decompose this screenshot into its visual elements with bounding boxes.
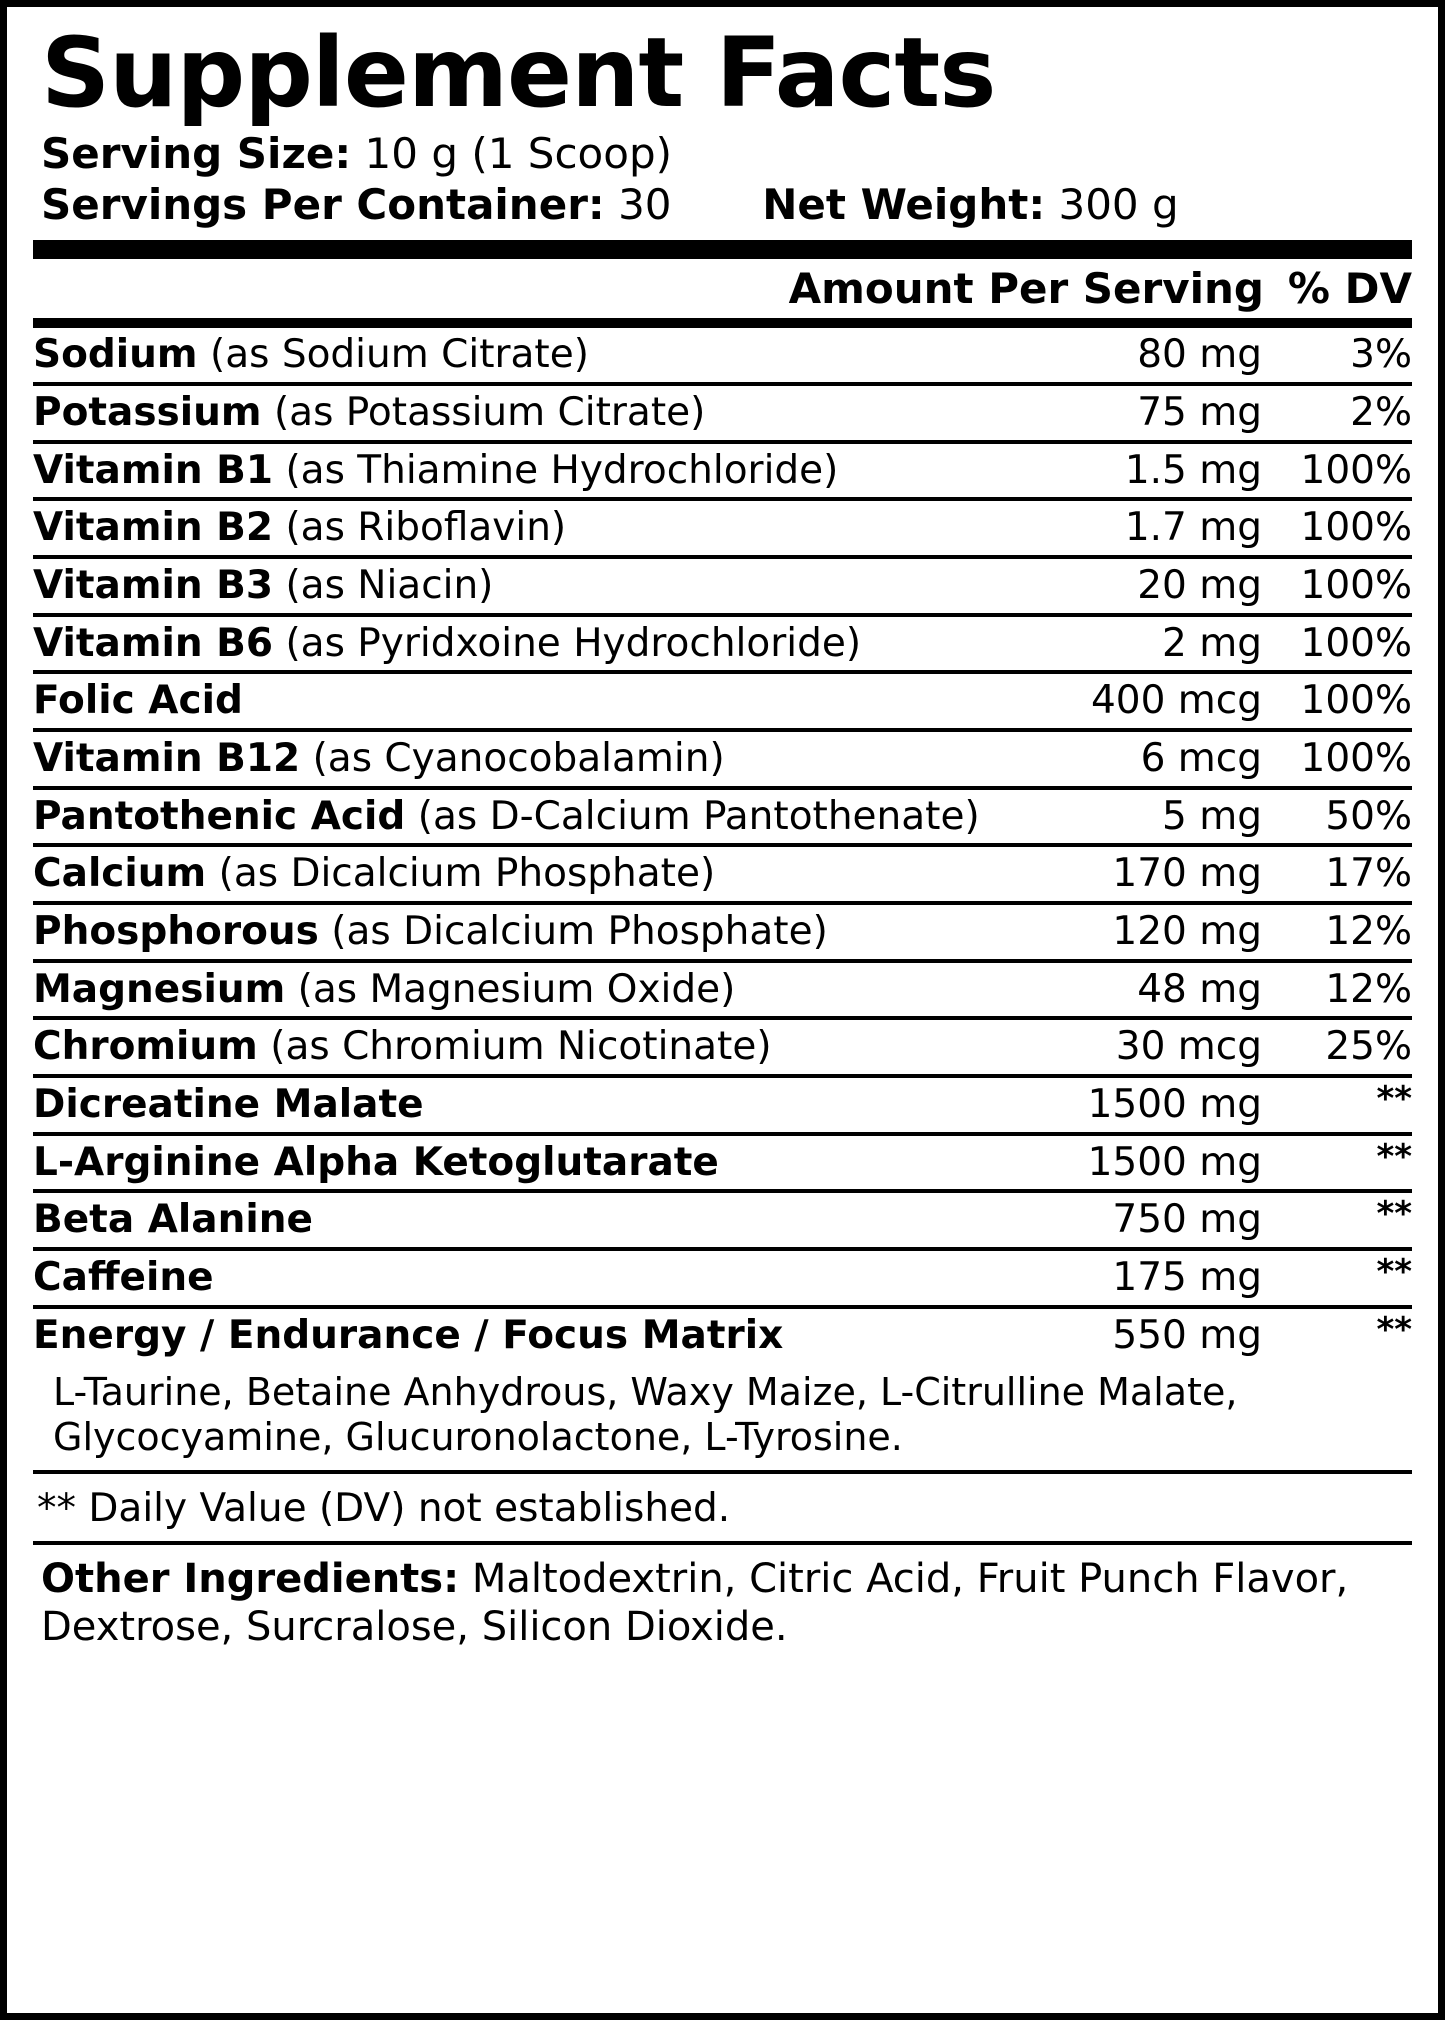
nutrient-name: Folic Acid [33, 678, 243, 724]
divider-medium [33, 318, 1412, 328]
other-ingredients [33, 1545, 1412, 1651]
table-row [33, 384, 1412, 442]
row-amount-cell: 30 mcg [1012, 1018, 1262, 1076]
row-amount-cell: 5 mg [1012, 788, 1262, 846]
row-dv-cell: ** [1262, 1191, 1412, 1249]
row-amount-cell: 6 mcg [1012, 730, 1262, 788]
table-row [33, 1076, 1412, 1134]
row-amount-cell: 75 mg [1012, 384, 1262, 442]
row-name-cell [33, 730, 1012, 788]
nutrient-name: Magnesium [33, 966, 286, 1012]
nutrient-name: Calcium [33, 851, 207, 897]
row-dv-cell: 2% [1262, 384, 1412, 442]
row-name-cell [33, 1134, 1012, 1192]
serving-size-value: 10 g (1 Scoop) [364, 128, 672, 178]
row-dv-cell: 100% [1262, 442, 1412, 500]
row-dv-cell: 12% [1262, 961, 1412, 1019]
row-name-cell [33, 1307, 1012, 1363]
nutrient-table [33, 328, 1412, 1362]
row-name-cell [33, 557, 1012, 615]
table-row [33, 788, 1412, 846]
nutrient-source: (as Niacin) [285, 562, 494, 608]
serving-size-label: Serving Size: [41, 128, 352, 178]
row-name-cell [33, 903, 1012, 961]
nutrient-name: Vitamin B3 [33, 562, 274, 608]
row-dv-cell: 3% [1262, 328, 1412, 384]
row-amount-cell: 1500 mg [1012, 1134, 1262, 1192]
row-amount-cell: 2 mg [1012, 615, 1262, 673]
table-row [33, 1307, 1412, 1363]
nutrient-name: Vitamin B1 [33, 447, 274, 493]
nutrient-name: Potassium [33, 389, 262, 435]
header-amount-per-serving: Amount Per Serving [788, 264, 1264, 314]
nutrient-source: (as Thiamine Hydrochloride) [285, 447, 839, 493]
row-name-cell [33, 442, 1012, 500]
row-amount-cell: 1.7 mg [1012, 499, 1262, 557]
nutrient-name: Phosphorous [33, 908, 319, 954]
table-row [33, 499, 1412, 557]
row-name-cell [33, 615, 1012, 673]
row-name-cell [33, 1191, 1012, 1249]
row-amount-cell: 48 mg [1012, 961, 1262, 1019]
net-weight-label: Net Weight: [762, 180, 1046, 230]
row-name-cell [33, 845, 1012, 903]
nutrient-source: (as Magnesium Oxide) [297, 966, 736, 1012]
row-amount-cell: 175 mg [1012, 1249, 1262, 1307]
table-row [33, 730, 1412, 788]
row-amount-cell: 1.5 mg [1012, 442, 1262, 500]
row-dv-cell: 100% [1262, 615, 1412, 673]
servings-per-container-label: Servings Per Container: [41, 180, 605, 230]
row-name-cell [33, 499, 1012, 557]
row-dv-cell: 100% [1262, 557, 1412, 615]
nutrient-source: (as Sodium Citrate) [209, 332, 589, 378]
row-name-cell [33, 961, 1012, 1019]
daily-value-footnote: ** Daily Value (DV) not established. [37, 1486, 731, 1532]
table-row [33, 1249, 1412, 1307]
nutrient-name: Energy / Endurance / Focus Matrix [33, 1312, 784, 1358]
page-title: Supplement Facts [41, 17, 996, 129]
servings-per-container-line [41, 179, 1412, 230]
row-name-cell [33, 788, 1012, 846]
nutrient-name: L-Arginine Alpha Ketoglutarate [33, 1139, 719, 1185]
nutrient-name: Beta Alanine [33, 1197, 313, 1243]
row-name-cell [33, 1018, 1012, 1076]
nutrient-name: Chromium [33, 1024, 258, 1070]
table-row [33, 672, 1412, 730]
table-row [33, 1018, 1412, 1076]
row-dv-cell: 17% [1262, 845, 1412, 903]
row-dv-cell: ** [1376, 1309, 1412, 1350]
row-amount-cell: 80 mg [1012, 328, 1262, 384]
row-dv-cell: 100% [1262, 499, 1412, 557]
table-row [33, 615, 1412, 673]
row-amount-cell: 550 mg [1112, 1312, 1262, 1358]
nutrient-source: (as Dicalcium Phosphate) [331, 908, 828, 954]
nutrient-name: Vitamin B2 [33, 505, 274, 551]
net-weight-value: 300 g [1058, 180, 1179, 230]
nutrient-table-body [33, 328, 1412, 1362]
row-name-cell [33, 1076, 1012, 1134]
row-name-cell [33, 384, 1012, 442]
nutrient-name: Caffeine [33, 1255, 214, 1301]
divider-thick-top [33, 240, 1412, 259]
row-dv-cell: ** [1262, 1076, 1412, 1134]
nutrient-source: (as Pyridxoine Hydrochloride) [285, 620, 862, 666]
row-name-cell [33, 1249, 1012, 1307]
row-name-cell [33, 672, 1012, 730]
table-row [33, 1191, 1412, 1249]
table-row [33, 442, 1412, 500]
nutrient-name: Sodium [33, 332, 198, 378]
nutrient-source: (as Potassium Citrate) [273, 389, 706, 435]
header-percent-dv: % DV [1287, 264, 1412, 314]
nutrient-name: Vitamin B12 [33, 735, 301, 781]
servings-per-container-value: 30 [618, 180, 672, 230]
nutrient-name: Vitamin B6 [33, 620, 274, 666]
matrix-ingredients: L-Taurine, Betaine Anhydrous, Waxy Maize, L-Citrulline Malate, Glycocyamine, Glucuronolactone, L-Tyrosine. [33, 1362, 1412, 1474]
table-row [33, 1134, 1412, 1192]
row-amount-cell: 1500 mg [1012, 1076, 1262, 1134]
row-amount-cell: 20 mg [1012, 557, 1262, 615]
row-name-cell [33, 328, 1012, 384]
row-dv-cell: 100% [1262, 730, 1412, 788]
other-ingredients-value: Maltodextrin, Citric Acid, Fruit Punch Flavor, Dextrose, Surcralose, Silicon Dioxide. [41, 1556, 1349, 1651]
table-row [33, 845, 1412, 903]
row-dv-cell: 12% [1262, 903, 1412, 961]
row-amount-cell: 750 mg [1012, 1191, 1262, 1249]
row-amount-cell: 120 mg [1012, 903, 1262, 961]
row-amount-cell: 170 mg [1012, 845, 1262, 903]
row-dv-cell: 25% [1262, 1018, 1412, 1076]
nutrient-source: (as Dicalcium Phosphate) [218, 851, 716, 897]
nutrient-name: Pantothenic Acid [33, 793, 406, 839]
nutrient-name: Dicreatine Malate [33, 1082, 424, 1127]
table-row [33, 328, 1412, 384]
other-ingredients-label: Other Ingredients: [41, 1556, 460, 1603]
nutrient-source: (as Chromium Nicotinate) [270, 1024, 772, 1070]
row-dv-cell: ** [1262, 1249, 1412, 1307]
table-header [33, 259, 1412, 318]
table-row [33, 961, 1412, 1019]
row-amount-cell: 400 mcg [1012, 672, 1262, 730]
row-dv-cell: 100% [1262, 672, 1412, 730]
nutrient-source: (as D-Calcium Pantothenate) [417, 793, 980, 839]
table-row [33, 557, 1412, 615]
row-dv-cell: ** [1262, 1134, 1412, 1192]
row-dv-cell: 50% [1262, 788, 1412, 846]
nutrient-source: (as Riboflavin) [285, 505, 567, 551]
nutrient-source: (as Cyanocobalamin) [312, 735, 725, 781]
table-row [33, 903, 1412, 961]
serving-size-line [41, 128, 1412, 179]
